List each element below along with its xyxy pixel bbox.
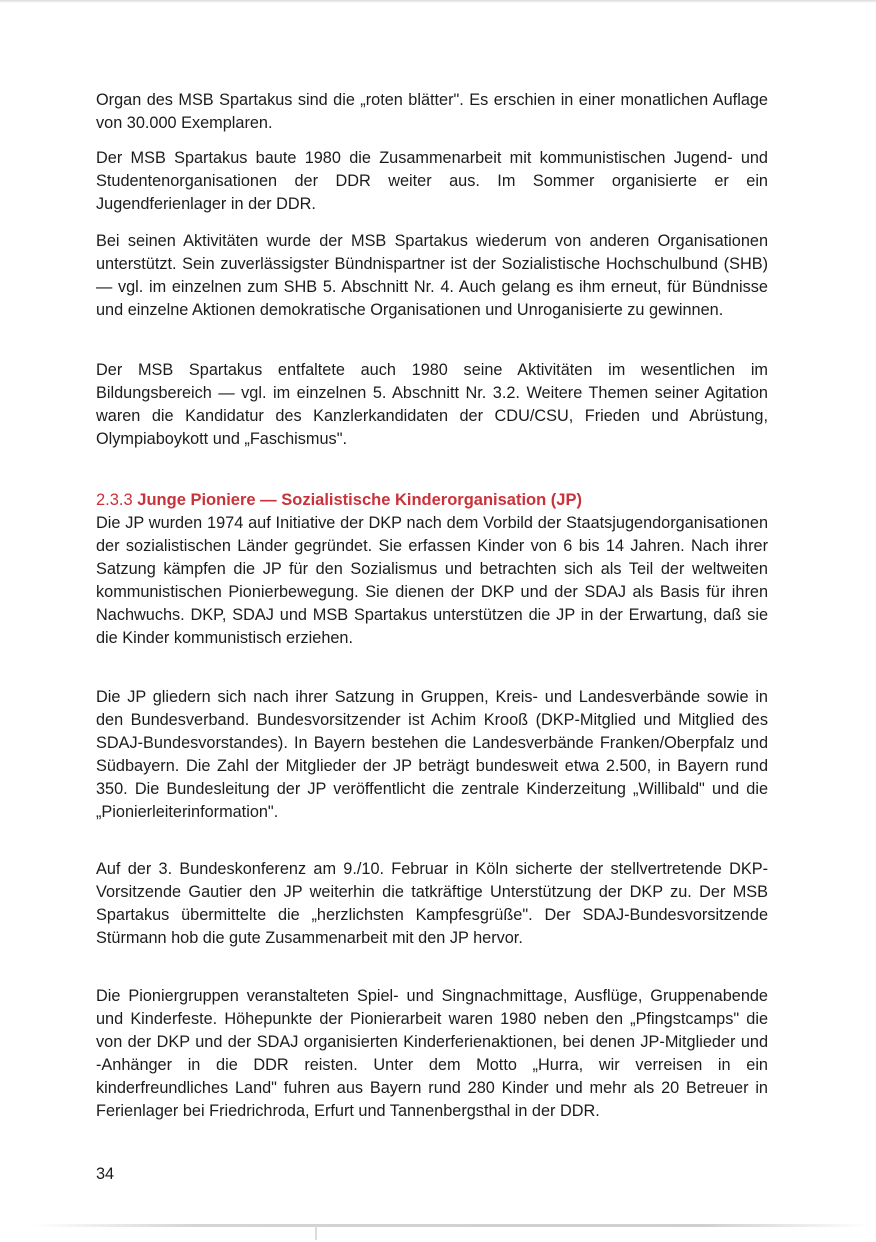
paragraph-buendnispartner: Bei seinen Aktivitäten wurde der MSB Spartakus wiederum von anderen Organisationen unterstützt. Sein zuverlässigster Bündnispartner ist der Sozialistische Hochschulbund (SHB) — vgl. im einzelnen zum SHB 5. Abschnitt Nr. 4. Auch gelang es ihm erneut, für Bündnisse und einzelne Aktionen demokratische Organisationen und Unroganisierte zu gewinnen. (96, 232, 768, 319)
paragraph-jp-gruendung: Die JP wurden 1974 auf Initiative der DKP nach dem Vorbild der Staatsjugendorganisationen der sozialistischen Länder gegründet. Sie erfassen Kinder von 6 bis 14 Jahren. Nach ihrer Satzung kämpfen die JP für den Sozialismus und betrachten sich als Teil der weltweiten kommunistischen Pionierbewegung. Sie dienen der DKP und der SDAJ als Basis für ihren Nachwuchs. DKP, SDAJ und MSB Spartakus unterstützen die JP in der Erwartung, daß sie die Kinder kommunistisch erziehen. (96, 514, 768, 647)
section-title: Junge Pioniere — Sozialistische Kinderorganisation (JP) (137, 491, 582, 509)
paragraph-zusammenarbeit-ddr: Der MSB Spartakus baute 1980 die Zusammenarbeit mit kommunistischen Jugend- und Studentenorganisationen der DDR weiter aus. Im Sommer organisierte er ein Jugendferienlager in der DDR. (96, 149, 768, 213)
page-top-edge (0, 0, 876, 3)
paragraph-jp-gliederung: Die JP gliedern sich nach ihrer Satzung in Gruppen, Kreis- und Landesverbände sowie in den Bundesverband. Bundesvorsitzender ist Achim Krooß (DKP-Mitglied und Mitglied des SDAJ-Bundesvorstandes). In Bayern bestehen die Landesverbände Franken/Oberpfalz und Südbayern. Die Zahl der Mitglieder der JP beträgt bundesweit etwa 2.500, in Bayern rund 350. Die Bundesleitung der JP veröffentlicht die zentrale Kinderzeitung „Willibald" und die „Pionierleiterinformation". (96, 688, 768, 821)
paragraph-roten-blaetter: Organ des MSB Spartakus sind die „roten blätter". Es erschien in einer monatlichen Auflage von 30.000 Exemplaren. (96, 91, 768, 132)
page-bottom-mark (315, 1226, 317, 1240)
paragraph-pioniergruppen: Die Pioniergruppen veranstalteten Spiel- und Singnachmittage, Ausflüge, Gruppenabende und Kinderfeste. Höhepunkte der Pionierarbeit waren 1980 neben den „Pfingstcamps" die von der DKP und der SDAJ organisierten Kinderferienaktionen, bei denen JP-Mitglieder und -Anhänger in die DDR reisten. Unter dem Motto „Hurra, wir verreisen in ein kinderfreundliches Land" fuhren aus Bayern rund 280 Kinder und mehr als 20 Betreuer in Ferienlager bei Friedrichroda, Erfurt und Tannenbergsthal in der DDR. (96, 987, 768, 1120)
paragraph-bundeskonferenz: Auf der 3. Bundeskonferenz am 9./10. Februar in Köln sicherte der stellvertretende DKP-Vorsitzende Gautier den JP weiterhin die tatkräftige Unterstützung der DKP zu. Der MSB Spartakus übermittelte die „herzlichsten Kampfesgrüße". Der SDAJ-Bundesvorsitzende Stürmann hob die gute Zusammenarbeit mit den JP hervor. (96, 860, 768, 947)
page-bottom-edge (30, 1224, 870, 1227)
section-number: 2.3.3 (96, 491, 133, 509)
paragraph-bildungsbereich: Der MSB Spartakus entfaltete auch 1980 seine Aktivitäten im wesentlichen im Bildungsbereich — vgl. im einzelnen 5. Abschnitt Nr. 3.2. Weitere Themen seiner Agitation waren die Kandidatur des Kanzlerkandidaten der CDU/CSU, Frieden und Abrüstung, Olympiaboykott und „Faschismus". (96, 361, 768, 448)
page-number: 34 (96, 1165, 115, 1183)
section-heading (96, 489, 768, 512)
